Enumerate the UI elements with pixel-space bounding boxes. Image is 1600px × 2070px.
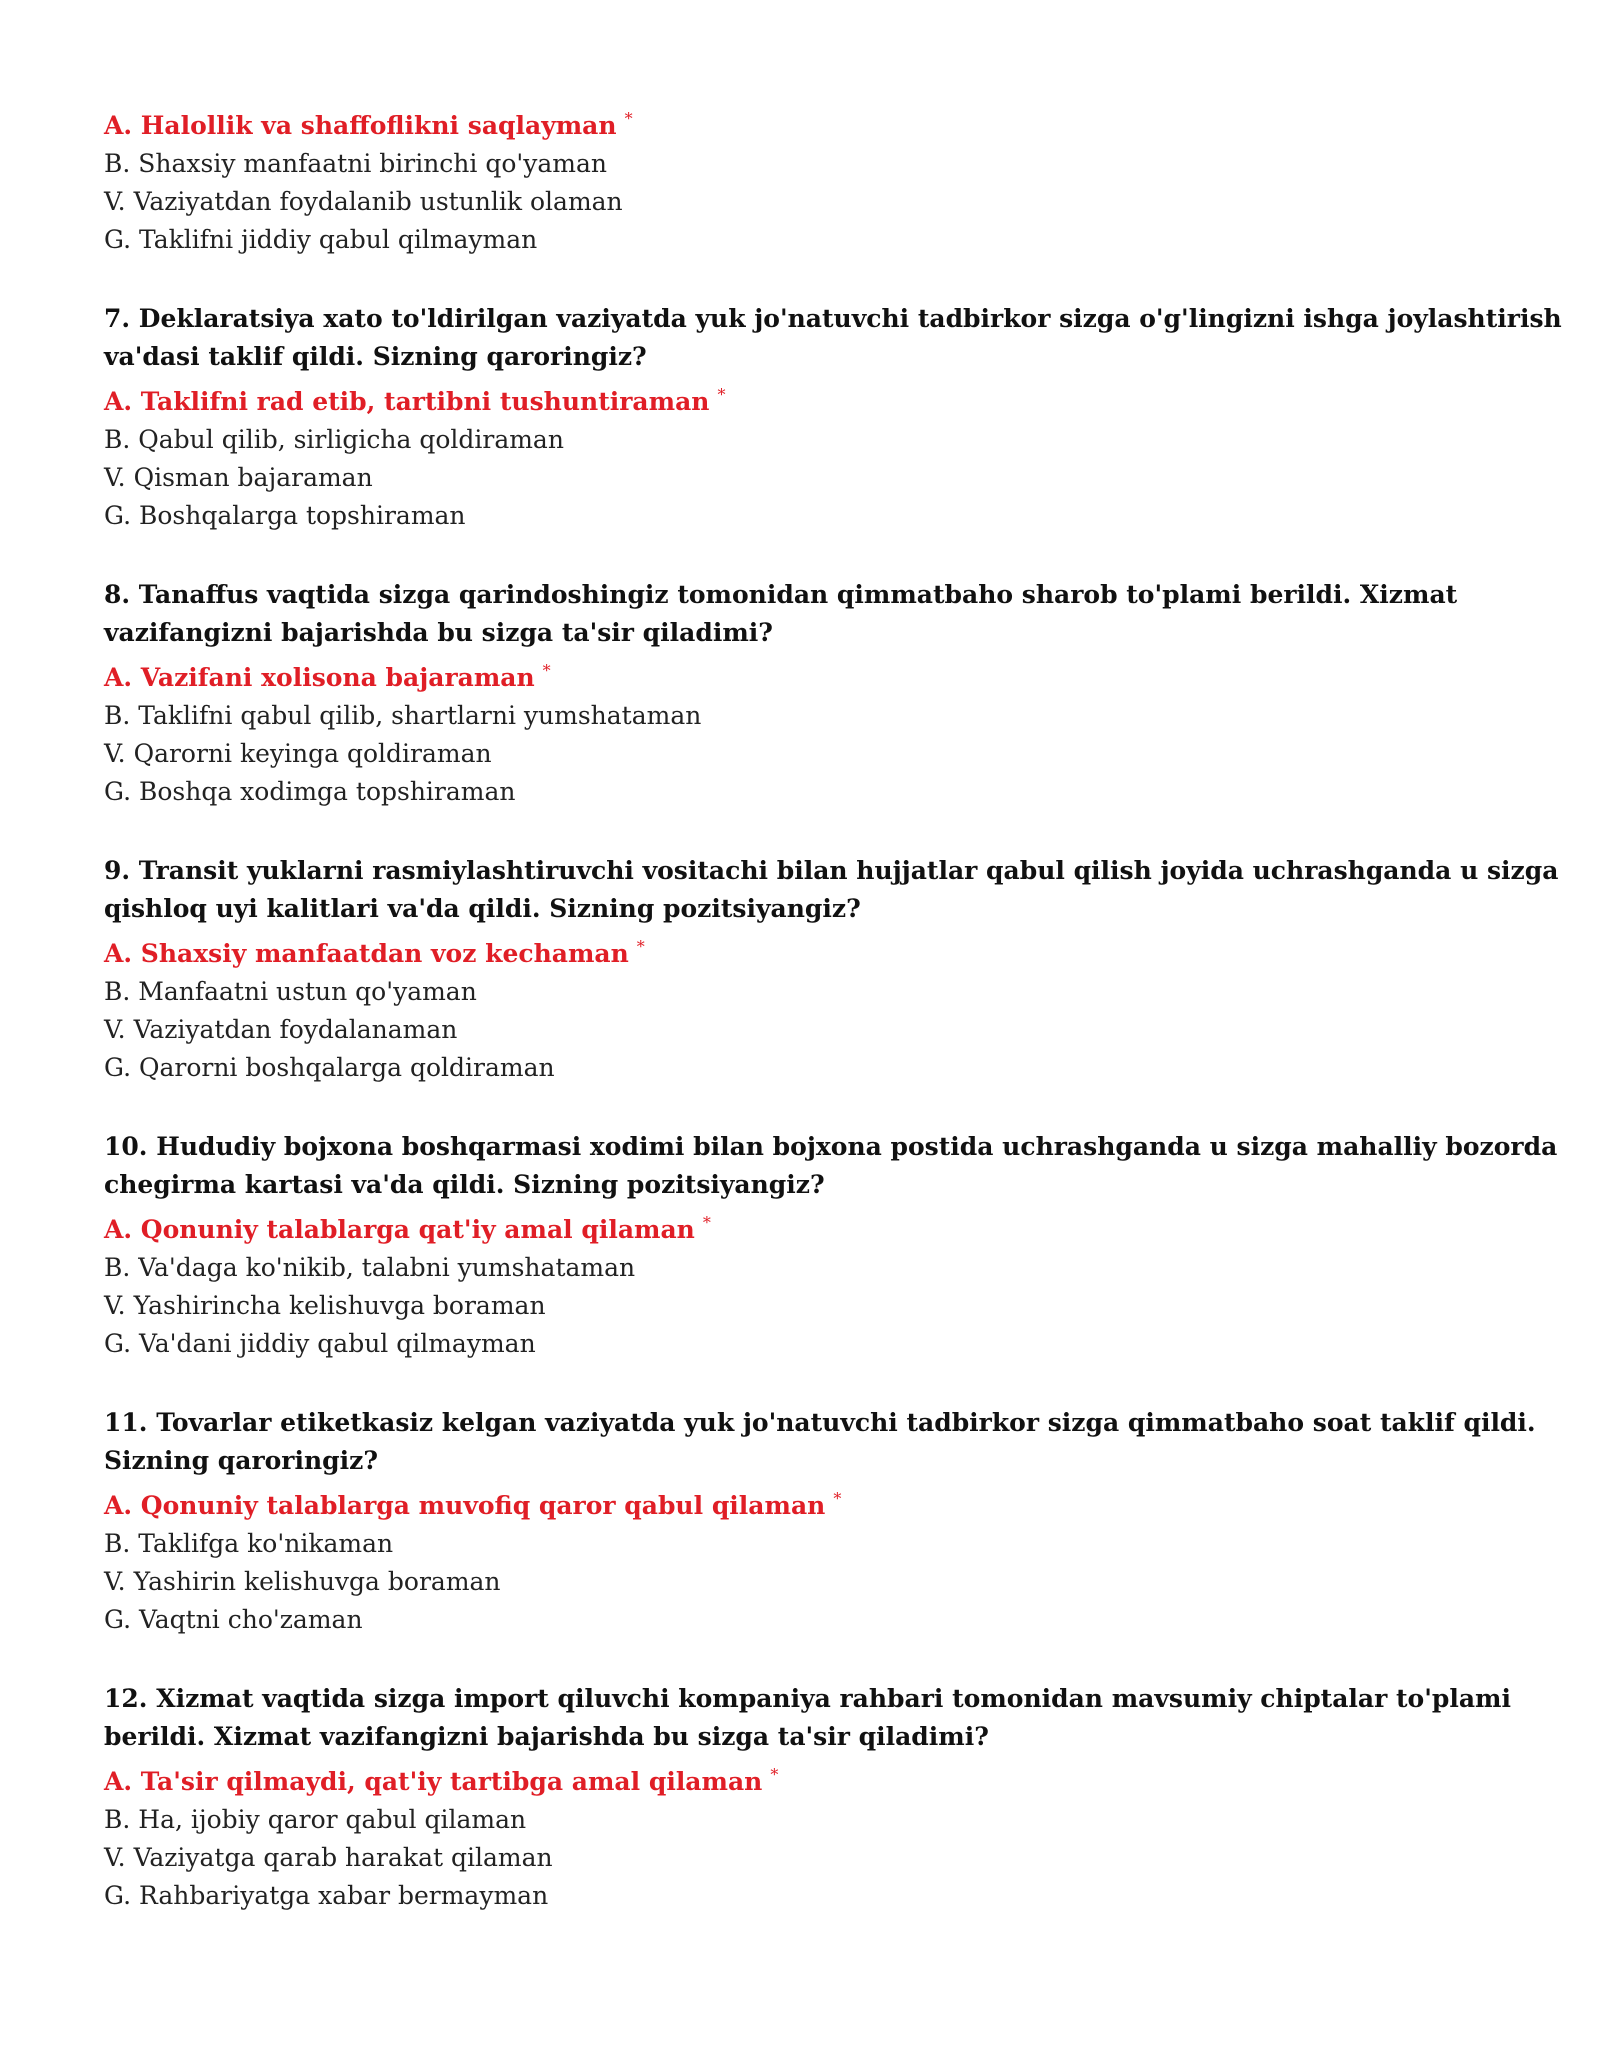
answer-option: G. Va'dani jiddiy qabul qilmayman — [104, 1329, 536, 1358]
correct-answer: A. Taklifni rad etib, tartibni tushuntiraman * — [104, 385, 726, 416]
question-text: 10. Hududiy bojxona boshqarmasi xodimi bilan bojxona postida uchrashganda u sizga mahalliy bozorda chegirma kartasi va'da qildi. Sizning pozitsiyangiz? — [104, 1132, 1558, 1199]
correct-mark: * — [542, 661, 551, 680]
answer-option: B. Ha, ijobiy qaror qabul qilaman — [104, 1805, 527, 1834]
correct-mark: * — [770, 1765, 779, 1784]
answer-option: V. Qisman bajaraman — [104, 463, 373, 492]
answer-option: B. Shaxsiy manfaatni birinchi qo'yaman — [104, 149, 608, 178]
answer-option: G. Qarorni boshqalarga qoldiraman — [104, 1053, 555, 1082]
answer-option: B. Va'daga ko'nikib, talabni yumshataman — [104, 1253, 636, 1282]
answer-option: V. Qarorni keyinga qoldiraman — [104, 739, 492, 768]
question-text: 9. Transit yuklarni rasmiylashtiruvchi vositachi bilan hujjatlar qabul qilish joyida uchrashganda u sizga qishloq uyi kalitlari va'da qildi. Sizning pozitsiyangiz? — [104, 856, 1559, 923]
correct-mark: * — [833, 1489, 842, 1508]
answer-option: B. Taklifga ko'nikaman — [104, 1529, 394, 1558]
question-text: 8. Tanaffus vaqtida sizga qarindoshingiz tomonidan qimmatbaho sharob to'plami berildi. Xizmat vazifangizni bajarishda bu sizga ta'sir qiladimi? — [104, 580, 1458, 647]
question-block — [104, 1680, 1511, 1915]
question-block — [104, 1404, 1536, 1639]
correct-answer: A. Halollik va shaffoflikni saqlayman * — [104, 109, 633, 140]
correct-mark: * — [702, 1213, 711, 1232]
answer-option: V. Vaziyatga qarab harakat qilaman — [104, 1843, 553, 1872]
answer-option: G. Boshqa xodimga topshiraman — [104, 777, 516, 806]
answer-option: V. Vaziyatdan foydalanaman — [104, 1015, 458, 1044]
answer-option: B. Taklifni qabul qilib, shartlarni yumshataman — [104, 701, 702, 730]
question-block — [104, 300, 1562, 535]
answer-option: V. Yashirincha kelishuvga boraman — [104, 1291, 546, 1320]
correct-answer: A. Shaxsiy manfaatdan voz kechaman * — [104, 937, 645, 968]
correct-mark: * — [624, 109, 633, 128]
question-block-partial — [104, 100, 1504, 259]
question-block — [104, 1128, 1558, 1363]
answer-option: V. Vaziyatdan foydalanib ustunlik olaman — [104, 187, 623, 216]
answer-option: G. Vaqtni cho'zaman — [104, 1605, 363, 1634]
question-text: 12. Xizmat vaqtida sizga import qiluvchi kompaniya rahbari tomonidan mavsumiy chiptalar to'plami berildi. Xizmat vazifangizni bajarishda bu sizga ta'sir qiladimi? — [104, 1684, 1511, 1751]
answer-option: G. Rahbariyatga xabar bermayman — [104, 1881, 549, 1910]
answer-option: G. Taklifni jiddiy qabul qilmayman — [104, 225, 538, 254]
correct-answer: A. Ta'sir qilmaydi, qat'iy tartibga amal qilaman * — [104, 1765, 779, 1796]
question-block — [104, 852, 1559, 1087]
correct-answer: A. Qonuniy talablarga muvofiq qaror qabul qilaman * — [104, 1489, 842, 1520]
answer-option: B. Qabul qilib, sirligicha qoldiraman — [104, 425, 564, 454]
answer-option: G. Boshqalarga topshiraman — [104, 501, 466, 530]
correct-answer: A. Vazifani xolisona bajaraman * — [104, 661, 551, 692]
question-text: 11. Tovarlar etiketkasiz kelgan vaziyatda yuk jo'natuvchi tadbirkor sizga qimmatbaho soat taklif qildi. Sizning qaroringiz? — [104, 1408, 1536, 1475]
correct-mark: * — [636, 937, 645, 956]
answer-option: B. Manfaatni ustun qo'yaman — [104, 977, 477, 1006]
question-block — [104, 576, 1504, 811]
question-text: 7. Deklaratsiya xato to'ldirilgan vaziyatda yuk jo'natuvchi tadbirkor sizga o'g'lingizni ishga joylashtirish va'dasi taklif qildi. Sizning qaroringiz? — [104, 304, 1562, 371]
correct-mark: * — [717, 385, 726, 404]
correct-answer: A. Qonuniy talablarga qat'iy amal qilaman * — [104, 1213, 711, 1244]
quiz-content — [104, 100, 1562, 1915]
answer-option: V. Yashirin kelishuvga boraman — [104, 1567, 501, 1596]
